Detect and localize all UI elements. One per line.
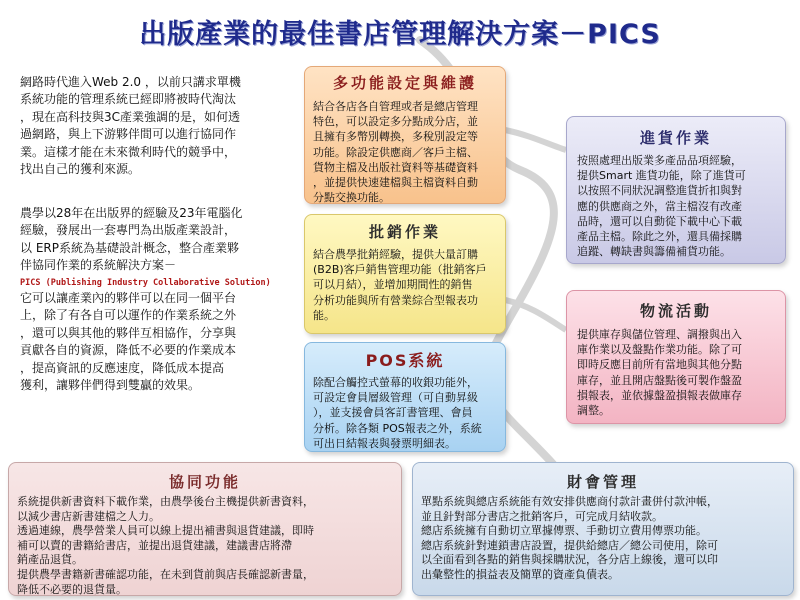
card-logistics — [566, 290, 786, 424]
card-title: 財會管理 — [566, 473, 639, 491]
intro-paragraph-3: 它可以讓產業內的夥伴可以在同一個平台 上，除了有各自可以運作的作業系統之外 ，還可以與其他的夥伴互相協作，分享與 貢獻各自的資源，降低不必要的作業成本 ，提高資訊的反應速度，降低成本提高 獲利，讓夥伴們得到雙贏的效果。 — [20, 291, 237, 393]
pics-fullname: PICS (Publishing Industry Collaborative Solution) — [20, 278, 271, 288]
card-finance — [412, 462, 794, 596]
card-body: 單點系統與總店系統能有效安排供應商付款計畫併付款沖帳， 並且針對部分書店之批銷客戶，可完成月結收款。 總店系統擁有自動切立單據傳票、手動切立費用傳票功能。 總店系統針對連鎖書店設置，提供給總店／總公司使用，除可 以全面看到各點的銷售與採購狀況，各分店上線後，還可以印 出彙整性的損益表及簡單的資產負債表。 — [421, 495, 718, 581]
card-title: 多功能設定與維護 — [332, 74, 477, 92]
card-pos-system — [304, 342, 506, 452]
card-body: 結合農學批銷經驗，提供大量訂購 (B2B)客戶銷售管理功能（批銷客戶 可以月結），並增加期間性的銷售 分析功能與所有營業綜合型報表功 能。 — [313, 248, 487, 322]
card-title: 物流活動 — [639, 302, 712, 320]
card-body: 系統提供新書資料下載作業，由農學後台主機提供新書資料， 以減少書店新書建檔之人力。 透過連線，農學營業人員可以線上提出補書與退貨建議，即時 補可以賣的書籍給書店，並提出退貨建議，建議書店將滯 銷產品退貨。 提供農學書籍新書確認功能，在未到貨前與店長確認新書量， 降低不必要的退貨量。 — [17, 495, 314, 596]
intro-paragraph-2: 農學以28年在出版界的經驗及23年電腦化 經驗，發展出一套專門為出版產業設計， 以 ERP系統為基礎設計概念，整合產業夥 伴協同作業的系統解決方案－ — [20, 206, 243, 273]
page-title: 出版產業的最佳書店管理解決方案－PICS — [139, 19, 661, 50]
card-title: 批銷作業 — [368, 223, 441, 241]
card-multi-function — [304, 66, 506, 204]
card-body: 按照處理出版業多產品品項經驗， 提供Smart 進貨功能，除了進貨可 以按照不同狀況調整進貨折扣與對 應的供應商之外，當主檔沒有改產 品時，還可以自動從下載中心下載 產品主檔。除此之外，還具備採購 追蹤、轉缺書與籌備補貨功能。 — [577, 154, 746, 259]
intro-paragraph-1: 網路時代進入Web 2.0 ，以前只講求單機 系統功能的管理系統已經即將被時代淘汰 ，現在高科技與3C產業強調的是，如何透 過網路，與上下游夥伴間可以進行協同作 業。這樣才能在未來微利時代的競爭中， 找出自己的獲利來源。 — [20, 75, 241, 177]
card-collaboration — [8, 462, 402, 596]
card-body: 除配合觸控式螢幕的收銀功能外， 可設定會員層級管理（可自動昇級 ），並支援會員客訂書管理、會員 分析。除各類 POS報表之外，系統 可出日結報表與發票明細表。 — [313, 376, 482, 450]
card-body: 提供庫存與儲位管理、調撥與出入 庫作業以及盤點作業功能。除了可 即時反應目前所有當地與其他分點 庫存，並且開店盤點後可製作盤盈 損報表，並依據盤盈損報表做庫存 調整。 — [577, 328, 742, 418]
card-body: 結合各店各自管理或者是總店管理 特色，可以設定多分點成分店，並 且擁有多幣別轉換，多稅別設定等 功能。除設定供應商／客戶主檔、 貨物主檔及出版社資料等基礎資料 ，並提供快速建檔與主檔資料自動 分點交換功能。 — [313, 100, 478, 205]
card-title: POS系統 — [365, 351, 445, 370]
card-title: 進貨作業 — [639, 129, 712, 147]
card-wholesale — [304, 214, 506, 334]
card-title: 協同功能 — [168, 473, 241, 491]
card-purchasing — [566, 116, 786, 264]
